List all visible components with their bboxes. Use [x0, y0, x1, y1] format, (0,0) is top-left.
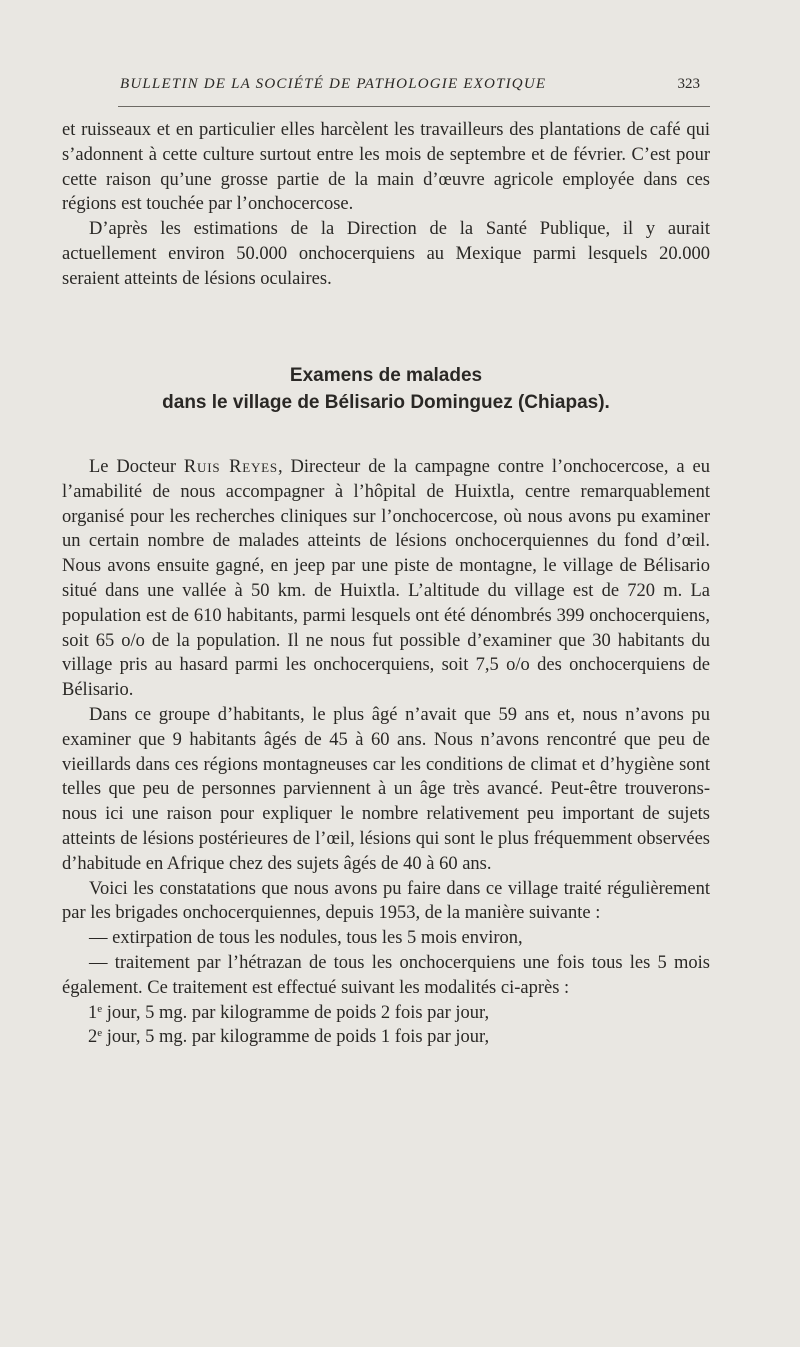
section-paragraph-3: Voici les constatations que nous avons pu faire dans ce village traité régulièrement par les brigades onchocerquiennes, depuis 1953, de la manière suivante :: [62, 878, 710, 924]
section-paragraph-1: [62, 455, 710, 703]
dosage-day-1-text: jour, 5 mg. par kilogramme de poids 2 fois par jour,: [102, 1002, 490, 1023]
paragraph-1-rest: , Directeur de la campagne contre l’onchocercose, a eu l’amabilité de nous accompagner à l’hôpital de Huixtla, centre remarquablement organisé pour les recherches cliniques sur l’onchocercose, où nous avons pu examiner un certain nombre de malades atteints de lésions onchocerquiennes du fond d’œil. Nous avons ensuite gagné, en jeep par une piste de montagne, le village de Bélisario situé dans une vallée à 50 km. de Huixtla. L’altitude du village est de 720 m. La population est de 610 habitants, parmi lesquels ont été dénombrés 399 onchocerquiens, soit 65 o/o de la population. Il ne nous fut possible d’examiner que 30 habitants du village pris au hasard parmi les onchocerquiens, soit 7,5 o/o des onchocerquiens de Bélisario.: [62, 457, 710, 701]
dosage-day-1-number: 1: [88, 1002, 98, 1023]
section-paragraph-2: Dans ce groupe d’habitants, le plus âgé n’avait que 59 ans et, nous n’avons pu examiner que 9 habitants âgés de 45 à 60 ans. Nous n’avons rencontré que peu de vieillards dans ces régions montagneuses car les conditions de climat et d’hygiène sont telles que peu de personnes parviennent à un âge très avancé. Peut-être trouverons-nous ici une raison pour expliquer le nombre relativement peu important de sujets atteints de lésions postérieures de l’œil, lésions qui sont le plus fréquemment observées d’habitude en Afrique chez des sujets âgés de 40 à 60 ans.: [62, 704, 710, 874]
dosage-day-2-number: 2: [88, 1027, 98, 1048]
running-header: [110, 76, 710, 100]
section-heading-line-1: Examens de malades: [289, 365, 483, 386]
section-heading-line-2: dans le village de Bélisario Dominguez (Chiapas).: [162, 392, 610, 413]
dosage-day-1: [62, 1001, 710, 1026]
dosage-day-2: [62, 1025, 710, 1050]
intro-paragraph-2: D’après les estimations de la Direction de la Santé Publique, il y aurait actuellement environ 50.000 onchocerquiens au Mexique parmi lesquels 20.000 seraient atteints de lésions oculaires.: [62, 219, 710, 289]
page-number: 323: [677, 76, 700, 92]
dosage-day-2-superscript: e: [97, 1027, 103, 1040]
author-name: Ruis Reyes: [183, 457, 278, 477]
dosage-day-1-superscript: e: [97, 1002, 103, 1015]
paragraph-1-start: Le Docteur: [89, 457, 184, 477]
treatment-item-2: — traitement par l’hétrazan de tous les onchocerquiens une fois tous les 5 mois également. Ce traitement est effectué suivant les modalités ci-après :: [62, 952, 710, 998]
header-rule: [118, 106, 710, 107]
section-heading: [62, 362, 710, 416]
intro-text: [62, 118, 710, 292]
section-body: [62, 455, 710, 1050]
treatment-item-1: — extirpation de tous les nodules, tous les 5 mois environ,: [89, 928, 523, 949]
journal-title: BULLETIN DE LA SOCIÉTÉ DE PATHOLOGIE EXOTIQUE: [120, 76, 547, 92]
dosage-day-2-text: jour, 5 mg. par kilogramme de poids 1 fois par jour,: [102, 1027, 490, 1048]
intro-paragraph-1: et ruisseaux et en particulier elles harcèlent les travailleurs des plantations de café qui s’adonnent à cette culture surtout entre les mois de septembre et de février. C’est pour cette raison qu’une grosse partie de la main d’œuvre agricole employée dans ces régions est touchée par l’onchocercose.: [62, 120, 710, 215]
